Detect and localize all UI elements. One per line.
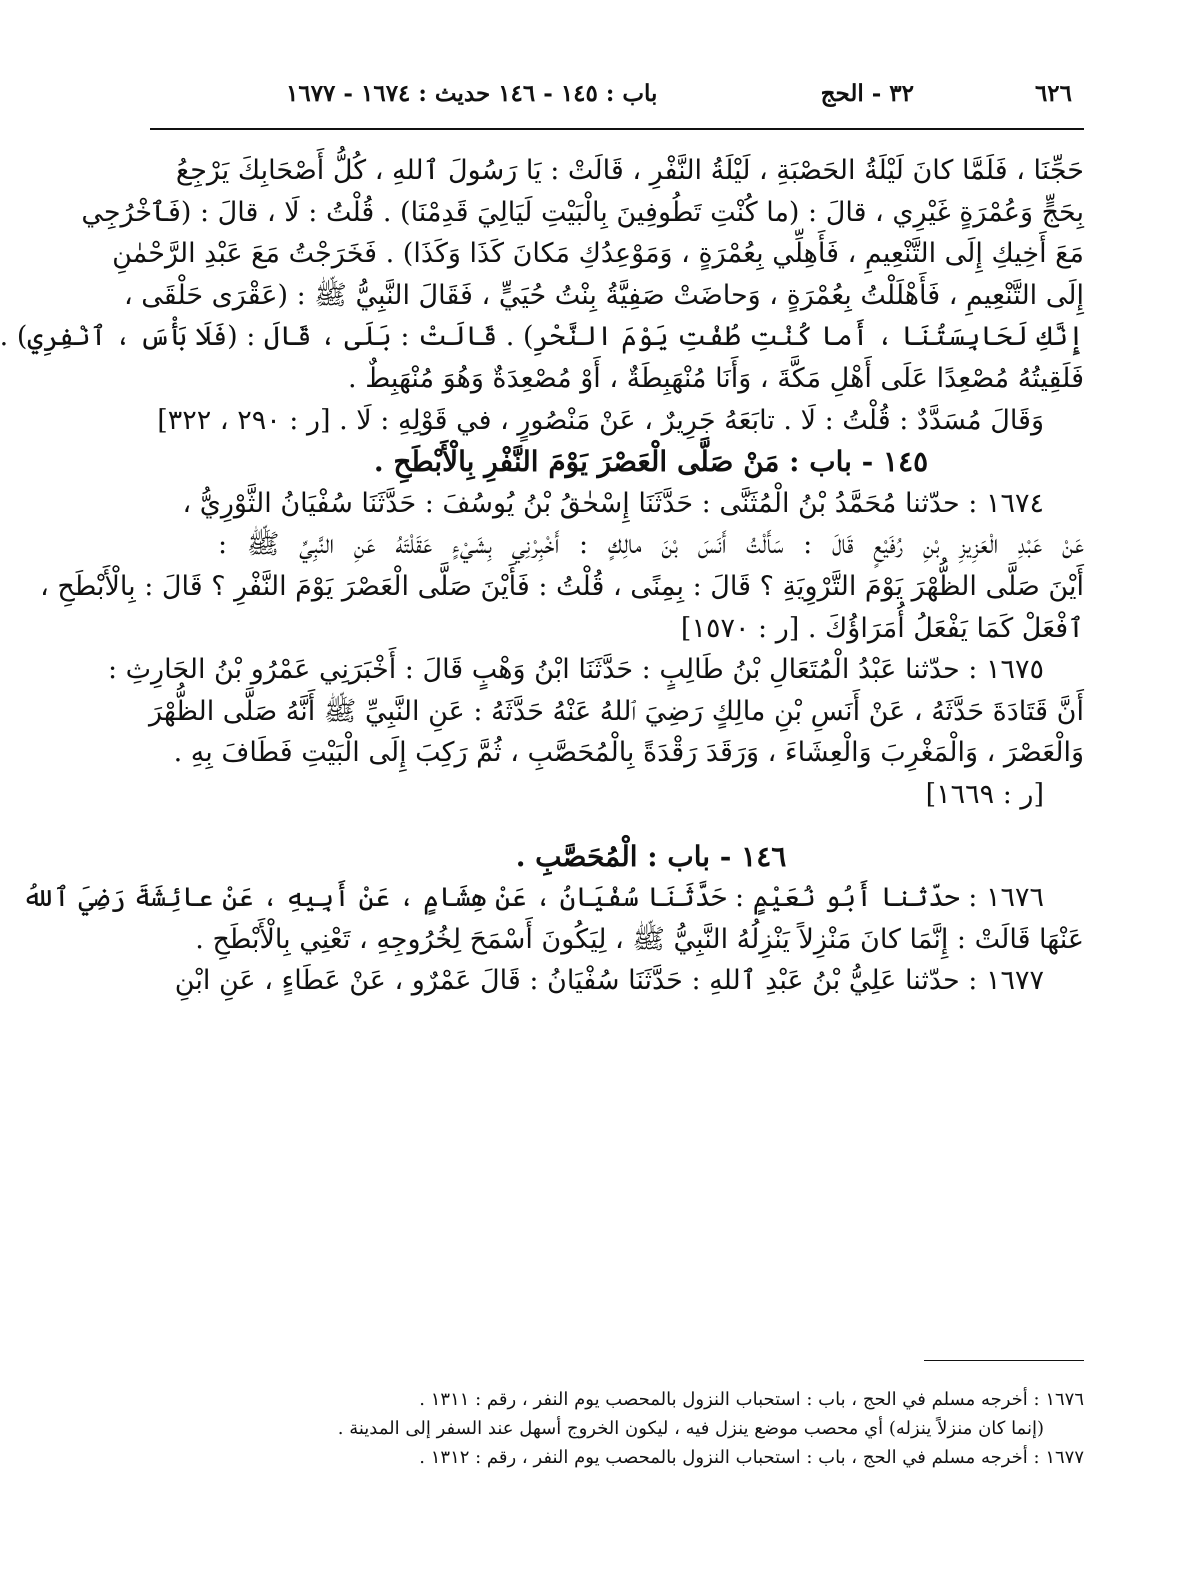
hadith-1677-line: ١٦٧٧ : حدّثنا عَلِيُّ بْنُ عَبْدِ ٱللهِ : حَدَّثَنَا سُفْيَانُ : قَالَ عَمْرٌو ، عَنْ عَطَاءٍ ، عَنِ ابْنِ: [174, 965, 1044, 997]
running-reference: باب : ١٤٥ - ١٤٦ حديث : ١٦٧٤ - ١٦٧٧: [286, 80, 658, 107]
footnote-gloss: (إنما كان منزلاً ينزله) أي محصب موضع ينزل فيه ، ليكون الخروج أسهل عند السفر إلى المدينة .: [337, 1418, 1044, 1439]
text-line: وَقَالَ مُسَدَّدٌ : قُلْتُ : لَا . تابَعَهُ جَرِيرٌ ، عَنْ مَنْصُورٍ ، في قَوْلِهِ : لَا . [ر : ٢٩٠ ، ٣٢٢]: [157, 404, 1044, 436]
text-line: مَعَ أَخِيكِ إِلَى التَّنْعِيمِ ، فَأَهِلِّي بِعُمْرَةٍ ، وَمَوْعِدُكِ مَكانَ كَذَا وَكَذَا) . فَخَرَجْتُ مَعَ عَبْدِ الرَّحْمٰنِ: [112, 238, 1084, 270]
header-divider: [150, 128, 1084, 130]
text-line: إِلَى التَّنْعِيمِ ، فَأَهْلَلْتُ بِعُمْرَةٍ ، وَحاضَتْ صَفِيَّةُ بِنْتُ حُيَيٍّ ، فَقَالَ النَّبِيُّ ﷺ : (عَقْرَى حَلْقَى ،: [123, 279, 1084, 311]
text-line: بِحَجٍّ وَعُمْرَةٍ غَيْرِي ، قالَ : (ما كُنْتِ تَطُوفِينَ بِالْبَيْتِ لَيَالِيَ قَدِمْنَا) . قُلْتُ : لَا ، قالَ : (فَٱخْرُجِي: [81, 196, 1084, 228]
footnote-divider: [924, 1360, 1084, 1361]
footnotes: [218, 1385, 1084, 1472]
chapter-heading-145: ١٤٥ - باب : مَنْ صَلَّى الْعَصْرَ يَوْمَ النَّفْرِ بِالْأَبْطَحِ .: [373, 445, 929, 479]
text-line: أَيْنَ صَلَّى الظُّهْرَ يَوْمَ التَّرْوِيَةِ ؟ قَالَ : بِمِنًى ، قُلْتُ : فَأَيْنَ صَلَّى الْعَصْرَ يَوْمَ النَّفْرِ ؟ قَالَ : بِالْأَبْطَحِ ،: [40, 570, 1084, 602]
main-text: [0, 150, 1084, 1002]
text-line: وَالْعَصْرَ ، وَالْمَغْرِبَ وَالْعِشَاءَ ، وَرَقَدَ رَقْدَةً بِالْمُحَصَّبِ ، ثُمَّ رَكِبَ إِلَى الْبَيْتِ فَطَافَ بِهِ .: [173, 737, 1084, 769]
running-book-title: ٣٢ - الحج: [820, 80, 914, 107]
footnote-1677: ١٦٧٧ : أخرجه مسلم في الحج ، باب : استحباب النزول بالمحصب يوم النفر ، رقم : ١٣١٢ .: [419, 1447, 1084, 1468]
hadith-1675-line: ١٦٧٥ : حدّثنا عَبْدُ الْمُتَعَالِ بْنُ طَالِبٍ : حَدَّثَنَا ابْنُ وَهْبٍ قَالَ : أَخْبَرَنِي عَمْرُو بْنُ الحَارِثِ :: [107, 654, 1044, 686]
hadith-1676-line: ١٦٧٦ : حدّثنا أَبُو نُعَيْمٍ : حَدَّثَنَا سُفْيَانُ ، عَنْ هِشَامٍ ، عَنْ أَبِيهِ ، عَنْ عائِشَةَ رَضِيَ ٱللهُ: [22, 882, 1044, 914]
text-line: إِنَّكِ لَحَابِسَتُنَا ، أَما كُنْتِ طُفْتِ يَوْمَ النَّحْرِ) . قَالَتْ : بَلَى ، قَالَ : (فَلَا بَأْسَ ، ٱنْفِرِي) .: [0, 321, 1084, 353]
footnote-1676: ١٦٧٦ : أخرجه مسلم في الحج ، باب : استحباب النزول بالمحصب يوم النفر ، رقم : ١٣١١ .: [419, 1389, 1084, 1410]
spacer: [218, 816, 1084, 836]
text-line: حَجِّنَا ، فَلَمَّا كانَ لَيْلَةُ الحَصْبَةِ ، لَيْلَةُ النَّفْرِ ، قَالَتْ : يَا رَسُولَ ٱللهِ ، كُلُّ أَصْحَابِكَ يَرْجِعُ: [175, 155, 1084, 186]
hadith-1674-line: ١٦٧٤ : حدّثنا مُحَمَّدُ بْنُ الْمُثَنَّى : حَدَّثَنَا إِسْحٰقُ بْنُ يُوسُفَ : حَدَّثَنَا سُفْيَانُ الثَّوْرِيُّ ،: [182, 487, 1044, 519]
text-line: فَلَقِيتُهُ مُصْعِدًا عَلَى أَهْلِ مَكَّةَ ، وَأَنَا مُنْهَبِطَةٌ ، أَوْ مُصْعِدَةٌ وَهُوَ مُنْهَبِطٌ .: [348, 362, 1084, 394]
text-line: عَنْهَا قَالَتْ : إِنَّمَا كانَ مَنْزِلاً يَنْزِلُهُ النَّبِيُّ ﷺ ، لِيَكُونَ أَسْمَحَ لِخُرُوجِهِ ، تَعْنِي بِالْأَبْطَحِ .: [195, 923, 1084, 955]
text-line: أَنَّ قَتَادَةَ حَدَّثَهُ ، عَنْ أَنَسِ بْنِ مالِكٍ رَضِيَ ٱللهُ عَنْهُ حَدَّثَهُ : عَنِ النَّبِيِّ ﷺ أَنَّهُ صَلَّى الظُّهْرَ: [148, 695, 1084, 727]
text-line: عَنْ عَبْدِ الْعَزِيزِ بْنِ رُفَيْعٍ قَالَ : سَأَلْتُ أَنَسَ بْنَ مالِكٍ : أَخْبِرْنِي بِشَيْءٍ عَقَلْتَهُ عَنِ النَّبِيِّ ﷺ :: [218, 529, 1084, 561]
cross-reference: [ر : ١٦٦٩]: [925, 778, 1044, 810]
chapter-heading-146: ١٤٦ - باب : الْمُحَصَّبِ .: [515, 839, 787, 873]
page-number: ٦٢٦: [1034, 80, 1072, 107]
text-line: ٱفْعَلْ كَمَا يَفْعَلُ أُمَرَاؤُكَ . [ر : ١٥٧٠]: [680, 612, 1084, 644]
